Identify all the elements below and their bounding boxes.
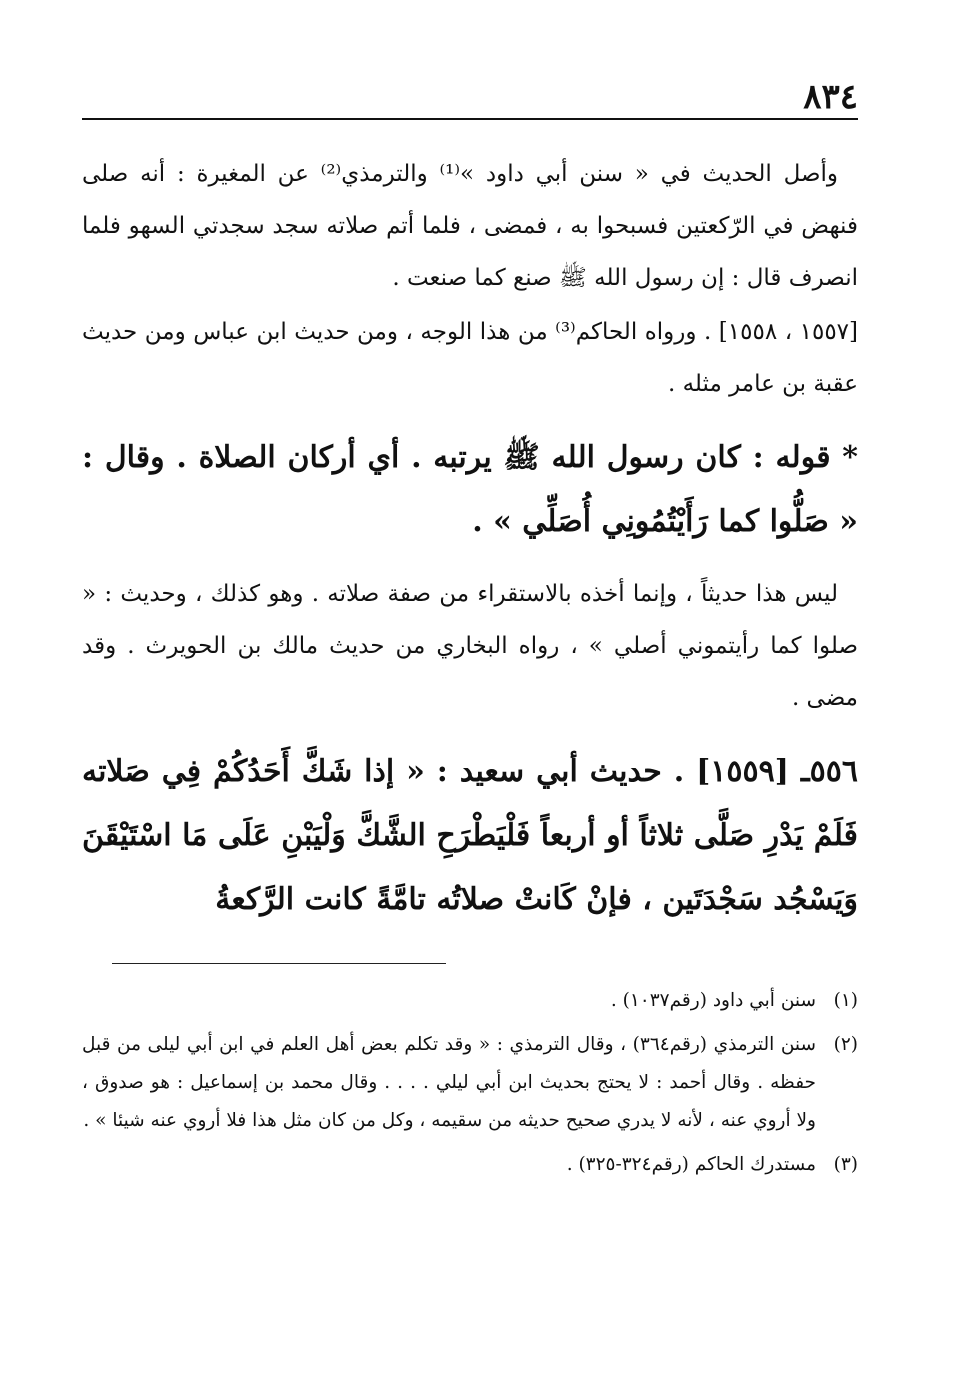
footnote-item: [82, 1146, 858, 1184]
footnote-item: [82, 982, 858, 1020]
heading-hadith-556: ٥٥٦ـ [١٥٥٩] . حديث أبي سعيد : « إذا شَكَّ أَحَدُكُمْ فِي صَلاته فَلَمْ يَدْرِ صَلَّى ثلاثاً أو أربعاً فَلْيَطْرَحِ الشَّكَّ وَلْيَبْنِ عَلَى مَا اسْتَيْقَنَ وَيَسْجُد سَجْدَتَين ، فإنْ كَانتْ صلاتُه تامَّةً كانت الرَّكعةُ: [82, 754, 858, 917]
footnote-text: سنن أبي داود (رقم١٠٣٧) .: [610, 990, 816, 1011]
footnote-number: (٣): [833, 1154, 858, 1175]
paragraph-commentary: ليس هذا حديثاً ، وإنما أخذه بالاستقراء من صفة صلاته . وهو كذلك ، وحديث : « صلوا كما رأيتموني أصلي » ، رواه البخاري من حديث مالك بن الحويرث . وقد مضى .: [82, 581, 858, 711]
page-number: ٨٣٤: [803, 77, 858, 117]
footnote-number: (٢): [833, 1034, 858, 1055]
footnote-text: مستدرك الحاكم (رقم٣٢٤-٣٢٥) .: [566, 1154, 816, 1175]
footnote-text: سنن الترمذي (رقم٣٦٤) ، وقال الترمذي : « وقد تكلم بعض أهل العلم في ابن أبي ليلى من قبل حفظه . وقال أحمد : لا يحتج بحديث ابن أبي ليلي . . . . وقال محمد بن إسماعيل : هو صدوق ، ولا أروي عنه ، لأنه لا يدري صحيح حديثه من سقيمه ، وكل من كان مثل هذا فلا أروي عنه شيئا » .: [82, 1034, 816, 1131]
paragraph-hadith-origin: وأصل الحديث في « سنن أبي داود »⁽¹⁾ والترمذي⁽²⁾ عن المغيرة : أنه صلى فنهض في الرّكعتين فسبحوا به ، فمضى ، فلما أتم صلاته سجد سجدتي السهو فلما انصرف قال : إن رسول الله ﷺ صنع كما صنعت .: [82, 161, 858, 291]
footnote-number: (١): [833, 990, 858, 1011]
footnotes: [82, 982, 858, 1186]
footnote-item: [82, 1026, 858, 1140]
heading-quote-pray-as-you-saw: * قوله : كان رسول الله ﷺ يرتبه . أي أركان الصلاة . وقال : « صَلُّوا كما رَأَيْتُمُونِي أُصَلِّي » .: [82, 440, 858, 539]
paragraph-hakim-narration: [١٥٥٧ ، ١٥٥٨] . ورواه الحاكم⁽³⁾ من هذا الوجه ، ومن حديث ابن عباس ومن حديث عقبة بن عامر مثله .: [82, 319, 859, 397]
footnote-divider: [112, 963, 446, 964]
header-rule: [82, 118, 858, 120]
